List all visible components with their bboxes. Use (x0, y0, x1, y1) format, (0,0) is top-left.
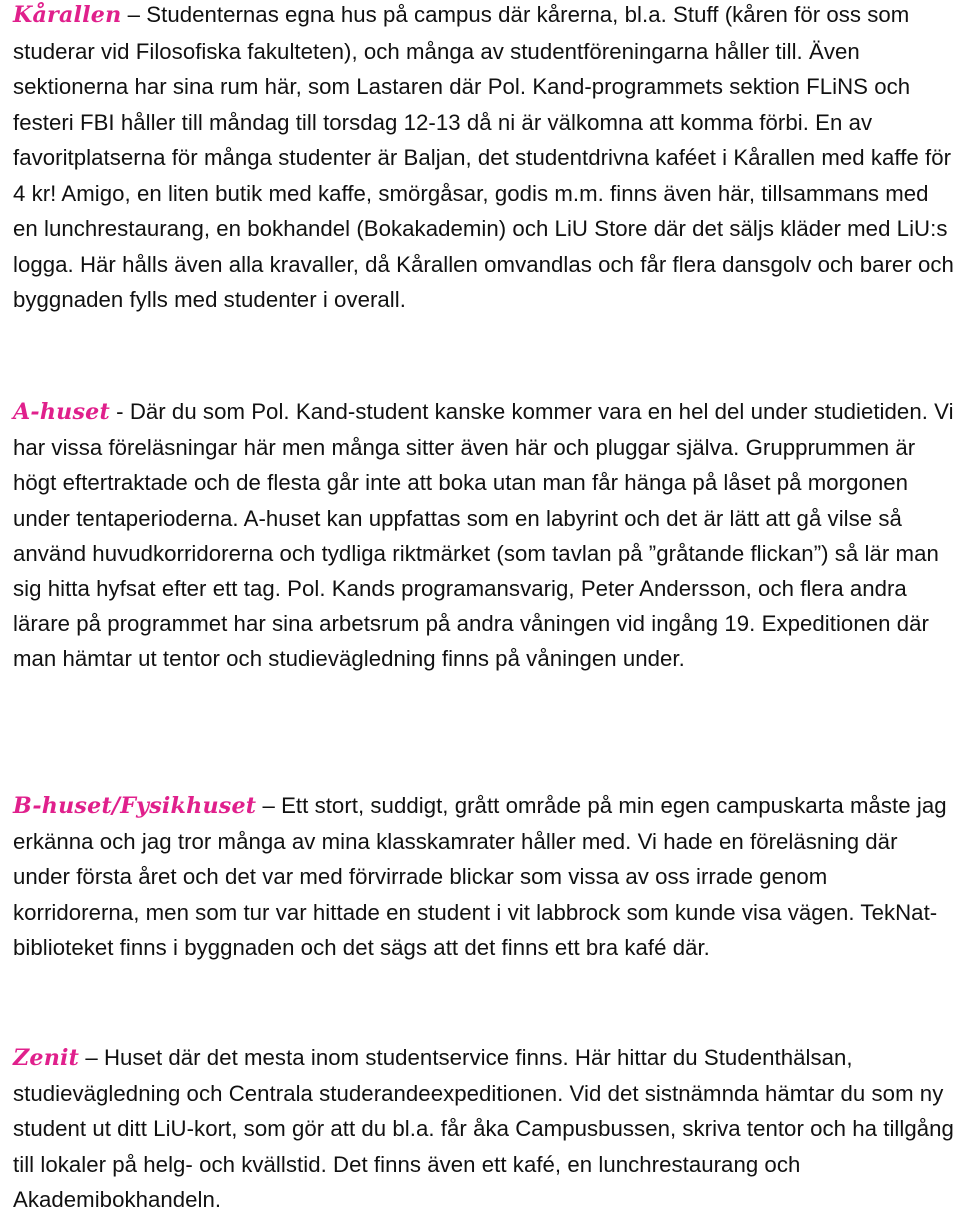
entry-heading: B-huset/Fysikhuset (13, 793, 257, 819)
entry-text: – Huset där det mesta inom studentservice finns. Här hittar du Studenthälsan, studievägledning och Centrala studerandeexpeditionen. Vid det sistnämnda hämtar du som ny student ut ditt LiU-kort, som gör att du bl.a. får åka Campusbussen, skriva tentor och ha tillgång till lokaler på helg- och kvällstid. Det finns även ett kafé, en lunchrestaurang och Akademibokhandeln. (13, 1045, 954, 1212)
entry-text: – Studenternas egna hus på campus där kårerna, bl.a. Stuff (kåren för oss som studerar vid Filosofiska fakulteten), och många av studentföreningarna håller till. Även sektionerna har sina rum här, som Lastaren där Pol. Kand-programmets sektion FLiNS och festeri FBI håller till måndag till torsdag 12-13 då ni är välkomna att komma förbi. En av favoritplatserna för många studenter är Baljan, det studentdrivna kaféet i Kårallen med kaffe för 4 kr! Amigo, en liten butik med kaffe, smörgåsar, godis m.m. finns även här, tillsammans med en lunchrestaurang, en bokhandel (Bokakademin) och LiU Store där det säljs kläder med LiU:s logga. Här hålls även alla kravaller, då Kårallen omvandlas och får flera dansgolv och barer och byggnaden fylls med studenter i overall. (13, 2, 954, 312)
entry-heading: A-huset (13, 399, 110, 425)
entry-heading: Kårallen (13, 2, 122, 28)
entry-karallen (13, 0, 957, 318)
entry-a-huset (13, 394, 957, 677)
entry-b-huset (13, 788, 957, 965)
entry-text: – Ett stort, suddigt, grått område på min egen campuskarta måste jag erkänna och jag tror många av mina klasskamrater håller med. Vi hade en föreläsning där under första året och det var med förvirrade blickar som vissa av oss irrade genom korridorerna, men som tur var hittade en student i vit labbrock som kunde visa vägen. TekNat-biblioteket finns i byggnaden och det sägs att det finns ett bra kafé där. (13, 793, 947, 960)
entry-zenit (13, 1040, 957, 1217)
entry-text: - Där du som Pol. Kand-student kanske kommer vara en hel del under studietiden. Vi har vissa föreläsningar här men många sitter även här och pluggar själva. Grupprummen är högt eftertraktade och de flesta går inte att boka utan man får hänga på låset på morgonen under tentaperioderna. A-huset kan uppfattas som en labyrint och det är lätt att gå vilse så använd huvudkorridorerna och tydliga riktmärket (som tavlan på ”gråtande flickan”) så lär man sig hitta hyfsat efter ett tag. Pol. Kands programansvarig, Peter Andersson, och flera andra lärare på programmet har sina arbetsrum på andra våningen vid ingång 19. Expeditionen där man hämtar ut tentor och studievägledning finns på våningen under. (13, 399, 954, 672)
entry-heading: Zenit (13, 1045, 80, 1071)
